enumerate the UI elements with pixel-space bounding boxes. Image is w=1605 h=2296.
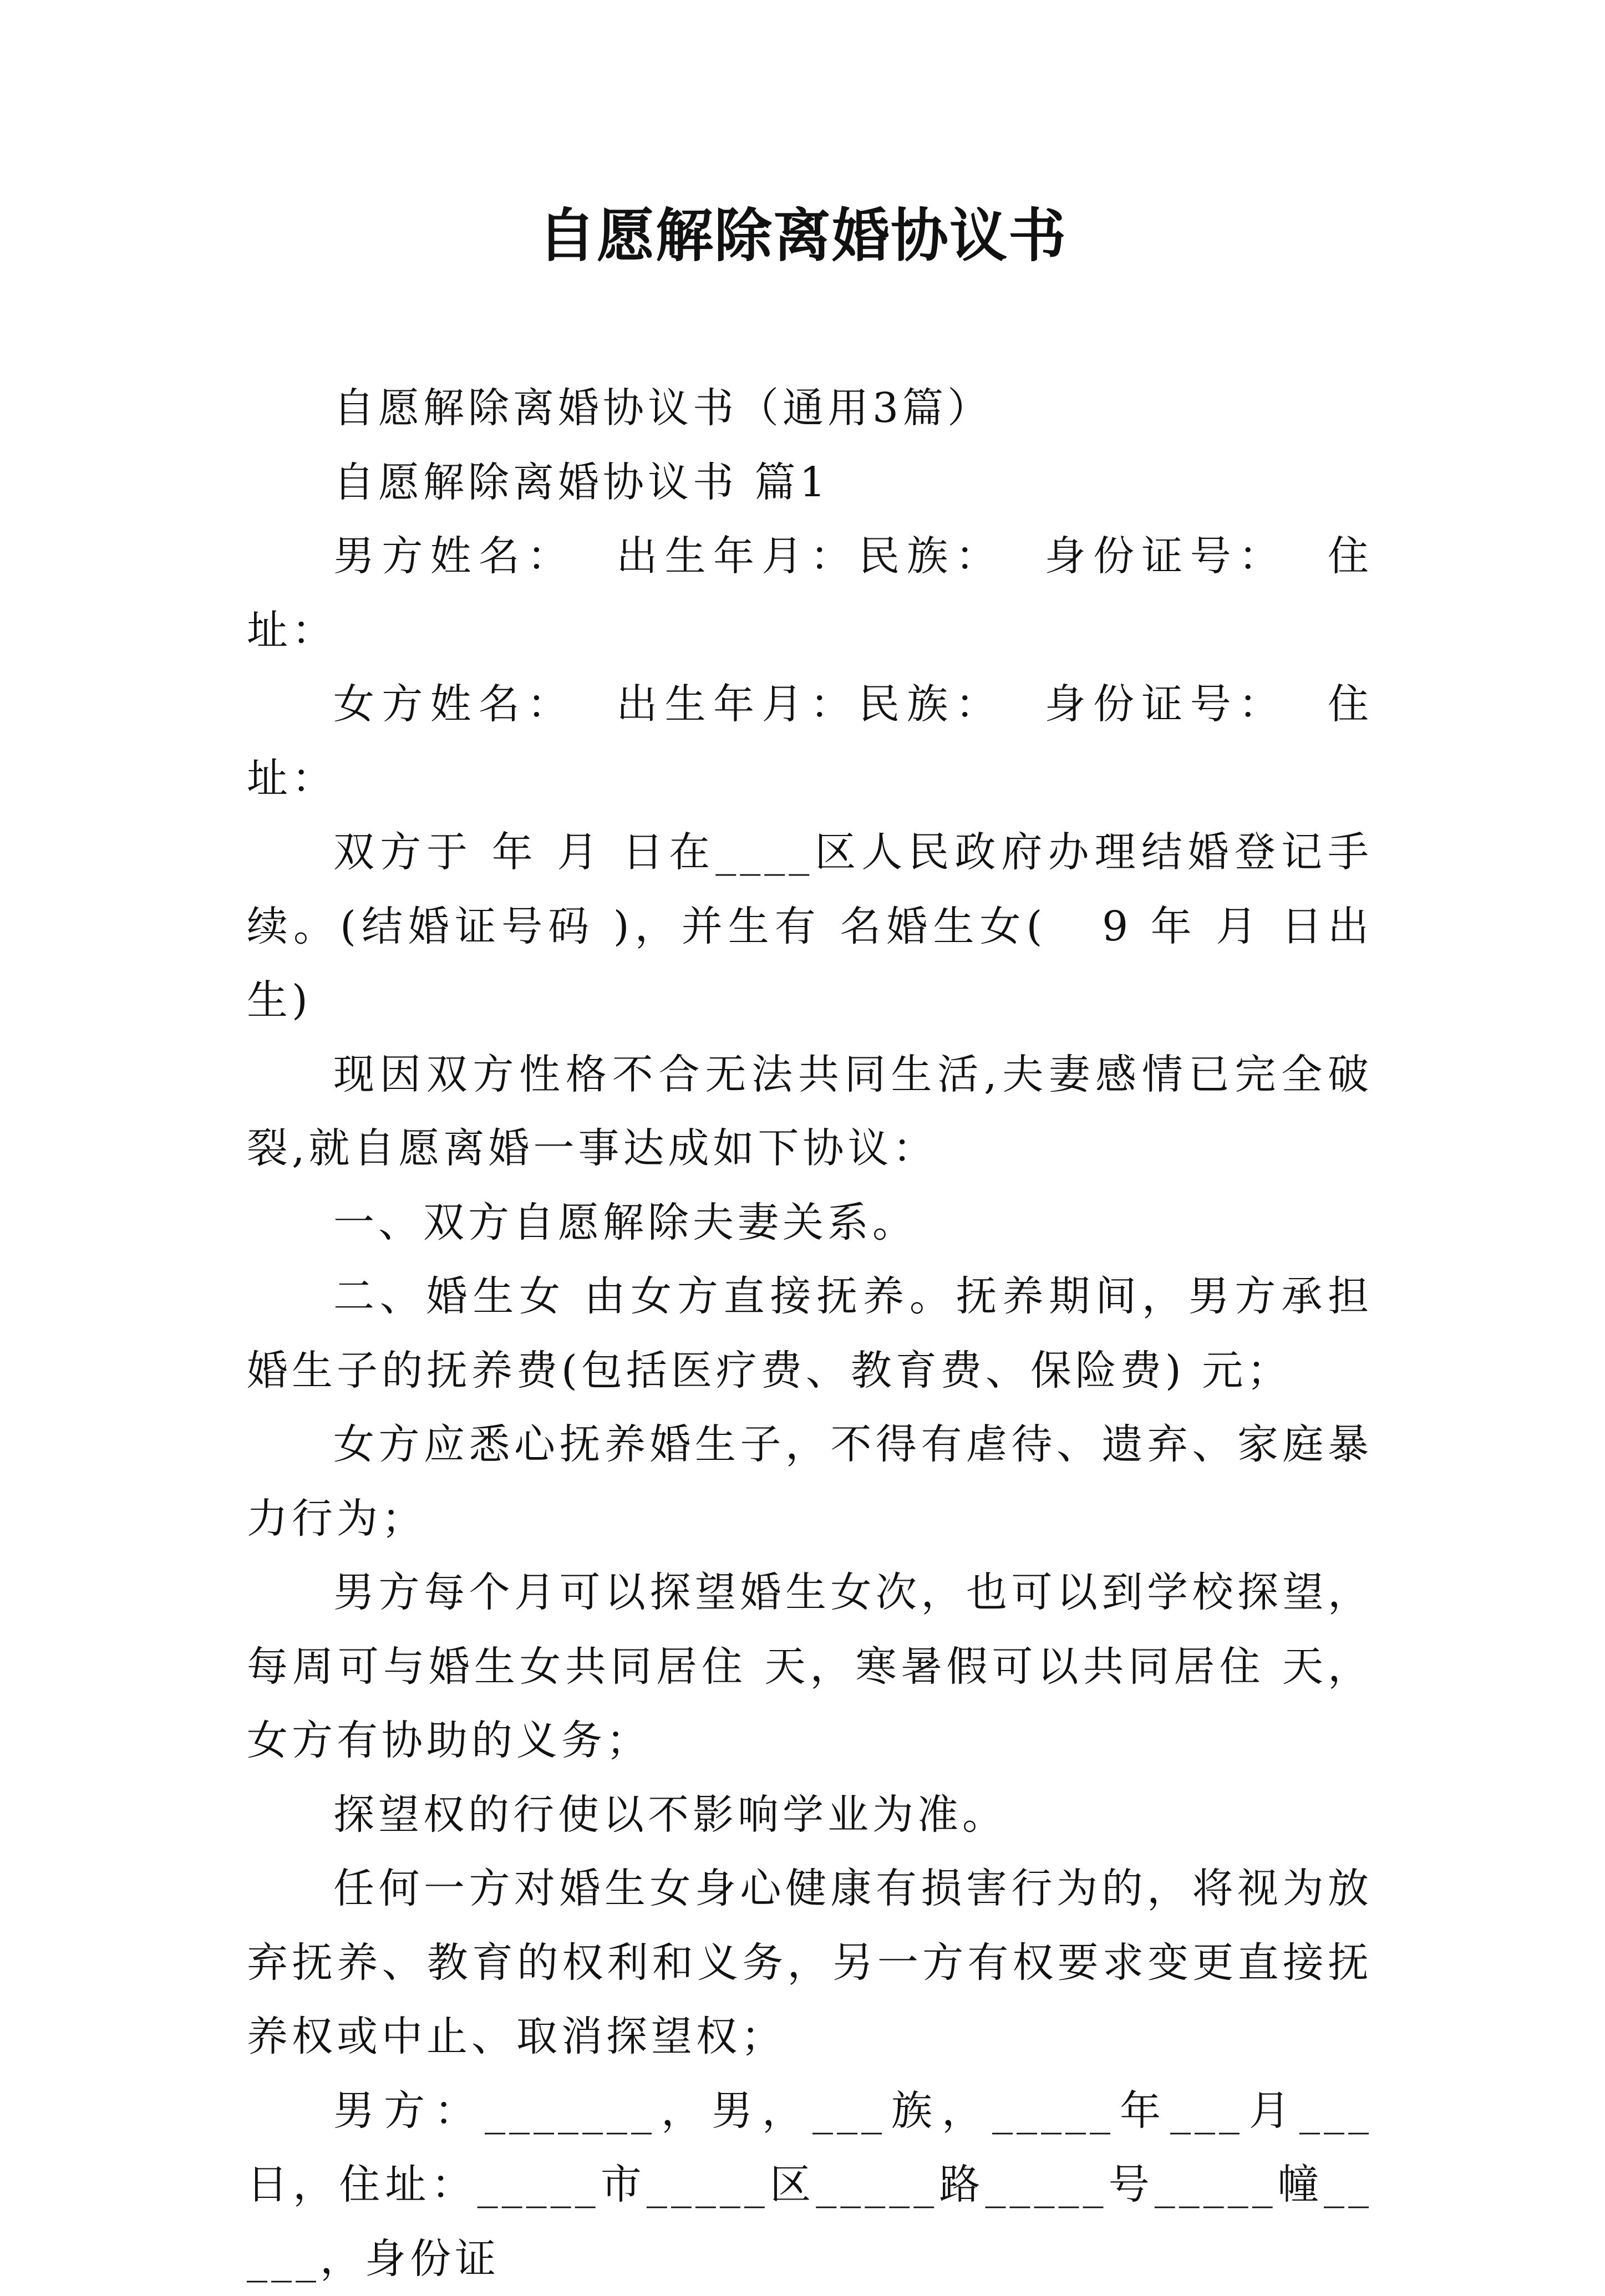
paragraph-reason: 现因双方性格不合无法共同生活,夫妻感情已完全破裂,就自愿离婚一事达成如下协议：: [247, 1038, 1373, 1186]
paragraph-subtitle: 自愿解除离婚协议书（通用3篇）: [247, 371, 1373, 446]
paragraph-section-heading: 自愿解除离婚协议书 篇1: [247, 446, 1373, 520]
paragraph-visitation-limit: 探望权的行使以不影响学业为准。: [247, 1778, 1373, 1852]
paragraph-male-party: 男方：_______，男，___族，_____年___月___日，住址：_____市_____区_____路_____号_____幢_____，身份证: [247, 2074, 1373, 2296]
paragraph-male-info: 男方姓名： 出生年月：民族： 身份证号： 住址：: [247, 520, 1373, 668]
paragraph-custody-duty: 女方应悉心抚养婚生子，不得有虐待、遗弃、家庭暴力行为；: [247, 1408, 1373, 1556]
document-body: [247, 371, 1373, 2296]
paragraph-clause-2: 二、婚生女 由女方直接抚养。抚养期间，男方承担婚生子的抚养费(包括医疗费、教育费、保险费) 元；: [247, 1260, 1373, 1408]
paragraph-marriage-registration: 双方于 年 月 日在____区人民政府办理结婚登记手续。(结婚证号码 )，并生有 名婚生女( 9 年 月 日出生): [247, 816, 1373, 1038]
paragraph-female-info: 女方姓名： 出生年月：民族： 身份证号： 住址：: [247, 668, 1373, 816]
paragraph-harm-clause: 任何一方对婚生女身心健康有损害行为的，将视为放弃抚养、教育的权利和义务，另一方有权要求变更直接抚养权或中止、取消探望权；: [247, 1852, 1373, 2074]
document-title: 自愿解除离婚协议书: [0, 197, 1605, 274]
paragraph-visitation: 男方每个月可以探望婚生女次，也可以到学校探望，每周可与婚生女共同居住 天，寒暑假可以共同居住 天，女方有协助的义务；: [247, 1556, 1373, 1778]
paragraph-clause-1: 一、双方自愿解除夫妻关系。: [247, 1186, 1373, 1260]
